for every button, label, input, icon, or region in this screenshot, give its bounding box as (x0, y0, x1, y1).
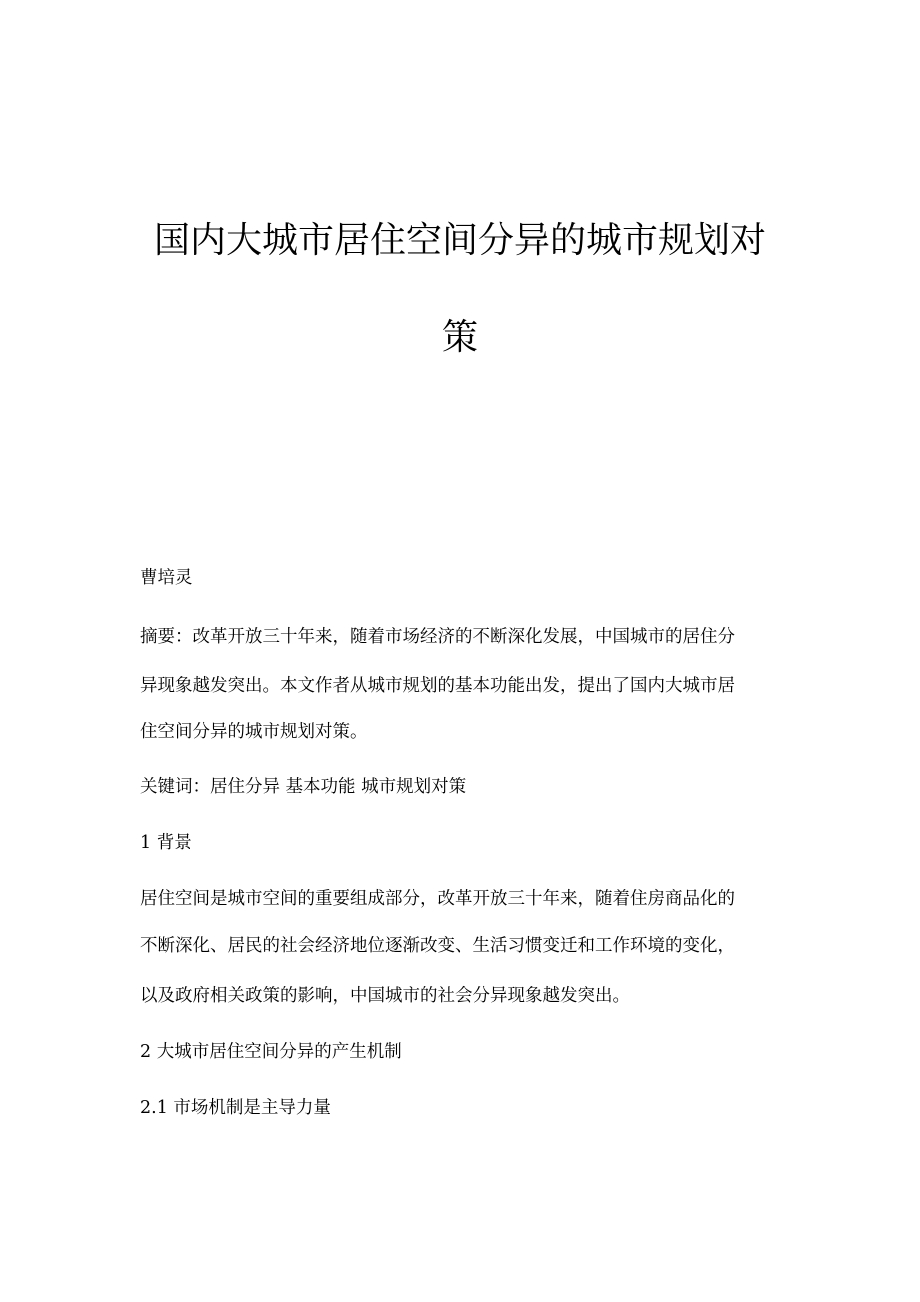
abstract-line-2: 异现象越发突出。本文作者从城市规划的基本功能出发，提出了国内大城市居 (140, 676, 735, 696)
keywords: 关键词：居住分异 基本功能 城市规划对策 (140, 777, 467, 797)
author-name: 曹培灵 (140, 568, 193, 588)
abstract-line-3: 住空间分异的城市规划对策。 (140, 722, 368, 742)
abstract-line-1: 摘要：改革开放三十年来，随着市场经济的不断深化发展，中国城市的居住分 (140, 627, 735, 647)
document-title-line-2: 策 (441, 317, 478, 358)
section-1-line-3: 以及政府相关政策的影响，中国城市的社会分异现象越发突出。 (140, 986, 630, 1006)
document-title-line-1: 国内大城市居住空间分异的城市规划对 (153, 220, 766, 261)
section-1-line-1: 居住空间是城市空间的重要组成部分，改革开放三十年来，随着住房商品化的 (140, 889, 735, 909)
section-1-heading: 1 背景 (140, 833, 192, 853)
section-2-1-heading: 2.1 市场机制是主导力量 (140, 1098, 331, 1118)
section-1-line-2: 不断深化、居民的社会经济地位逐渐改变、生活习惯变迁和工作环境的变化， (140, 936, 735, 956)
section-2-heading: 2 大城市居住空间分异的产生机制 (140, 1042, 402, 1062)
